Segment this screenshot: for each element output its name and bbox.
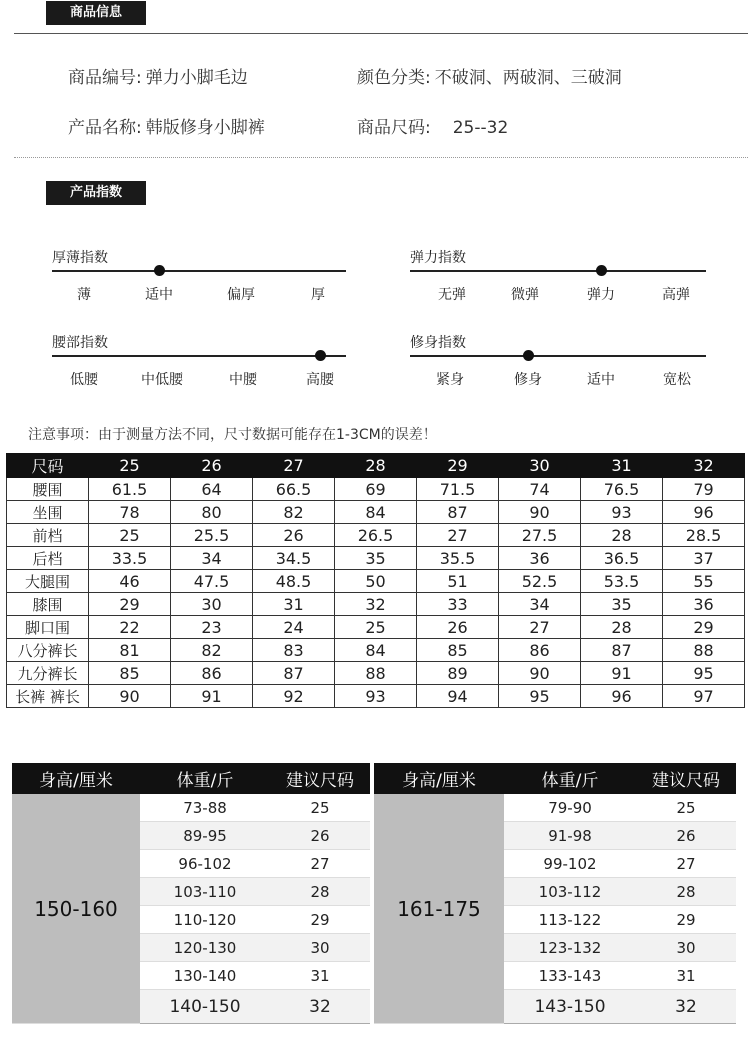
index-option: 薄 bbox=[77, 287, 91, 303]
suggested-size-cell: 30 bbox=[636, 934, 736, 962]
weight-range-cell: 103-112 bbox=[504, 878, 636, 906]
size-cell: 90 bbox=[89, 685, 171, 708]
size-cell: 82 bbox=[253, 501, 335, 524]
size-table-row bbox=[7, 616, 745, 639]
index-option: 中腰 bbox=[229, 372, 257, 388]
weight-range-cell: 113-122 bbox=[504, 906, 636, 934]
product-name bbox=[68, 113, 265, 138]
suggested-size-cell: 31 bbox=[270, 962, 370, 990]
size-cell: 25 bbox=[335, 616, 417, 639]
measurement-note: 注意事项：由于测量方法不同，尺寸数据可能存在1-3CM的误差！ bbox=[28, 427, 437, 443]
index-option: 微弹 bbox=[511, 287, 539, 303]
size-cell: 30 bbox=[171, 593, 253, 616]
index-scale-line bbox=[410, 270, 706, 272]
dotted-divider bbox=[14, 157, 748, 158]
size-cell: 85 bbox=[417, 639, 499, 662]
size-cell: 34 bbox=[171, 547, 253, 570]
suggested-size-cell: 29 bbox=[636, 906, 736, 934]
suggested-size-cell: 28 bbox=[270, 878, 370, 906]
weight-range-cell: 99-102 bbox=[504, 850, 636, 878]
suggested-size-cell: 25 bbox=[270, 794, 370, 822]
recommend-header-cell: 建议尺码 bbox=[636, 763, 736, 794]
size-cell: 79 bbox=[663, 478, 745, 501]
size-row-label: 后档 bbox=[7, 547, 89, 570]
index-scale-line bbox=[52, 355, 346, 357]
size-cell: 97 bbox=[663, 685, 745, 708]
size-cell: 90 bbox=[499, 662, 581, 685]
size-cell: 29 bbox=[417, 454, 499, 478]
height-range-cell: 161-175 bbox=[374, 794, 504, 1024]
size-cell: 25 bbox=[89, 454, 171, 478]
index-option: 中低腰 bbox=[141, 372, 183, 388]
size-cell: 32 bbox=[663, 454, 745, 478]
size-cell: 93 bbox=[335, 685, 417, 708]
size-cell: 88 bbox=[663, 639, 745, 662]
index-scale-line bbox=[410, 355, 706, 357]
size-row-label: 九分裤长 bbox=[7, 662, 89, 685]
size-cell: 28.5 bbox=[663, 524, 745, 547]
index-title: 腰部指数 bbox=[52, 335, 108, 351]
suggested-size-cell: 25 bbox=[636, 794, 736, 822]
size-cell: 27 bbox=[417, 524, 499, 547]
size-cell: 26 bbox=[171, 454, 253, 478]
weight-range-cell: 140-150 bbox=[140, 990, 270, 1024]
index-option: 适中 bbox=[145, 287, 173, 303]
size-table bbox=[6, 453, 745, 708]
size-cell: 26 bbox=[253, 524, 335, 547]
size-cell: 27 bbox=[499, 616, 581, 639]
size-cell: 35 bbox=[581, 593, 663, 616]
size-cell: 31 bbox=[253, 593, 335, 616]
size-cell: 64 bbox=[171, 478, 253, 501]
size-cell: 89 bbox=[417, 662, 499, 685]
index-title: 修身指数 bbox=[410, 335, 466, 351]
size-cell: 71.5 bbox=[417, 478, 499, 501]
weight-range-cell: 123-132 bbox=[504, 934, 636, 962]
size-table-row bbox=[7, 524, 745, 547]
index-option: 修身 bbox=[514, 372, 542, 388]
product-code-label: 商品编号: bbox=[68, 68, 142, 88]
size-cell: 36 bbox=[499, 547, 581, 570]
size-table-header bbox=[7, 454, 745, 478]
section-divider bbox=[14, 33, 748, 34]
size-cell: 37 bbox=[663, 547, 745, 570]
size-cell: 91 bbox=[581, 662, 663, 685]
size-row-label: 膝围 bbox=[7, 593, 89, 616]
recommend-header-cell: 建议尺码 bbox=[270, 763, 370, 794]
index-option: 紧身 bbox=[436, 372, 464, 388]
size-cell: 96 bbox=[663, 501, 745, 524]
product-size-label: 商品尺码: bbox=[357, 118, 431, 138]
weight-range-cell: 89-95 bbox=[140, 822, 270, 850]
product-name-value: 韩版修身小脚裤 bbox=[145, 118, 265, 138]
suggested-size-cell: 27 bbox=[636, 850, 736, 878]
size-cell: 50 bbox=[335, 570, 417, 593]
weight-range-cell: 133-143 bbox=[504, 962, 636, 990]
size-cell: 92 bbox=[253, 685, 335, 708]
size-cell: 84 bbox=[335, 501, 417, 524]
index-marker-dot bbox=[596, 265, 607, 276]
recommend-row bbox=[374, 794, 736, 822]
size-row-label: 尺码 bbox=[7, 454, 89, 478]
product-index-tag: 产品指数 bbox=[46, 181, 146, 205]
recommend-table-right bbox=[374, 763, 736, 1024]
index-title: 厚薄指数 bbox=[52, 250, 108, 266]
size-table-row bbox=[7, 639, 745, 662]
size-cell: 86 bbox=[171, 662, 253, 685]
suggested-size-cell: 32 bbox=[270, 990, 370, 1024]
weight-range-cell: 91-98 bbox=[504, 822, 636, 850]
size-cell: 28 bbox=[581, 524, 663, 547]
size-cell: 85 bbox=[89, 662, 171, 685]
size-row-label: 脚口围 bbox=[7, 616, 89, 639]
weight-range-cell: 130-140 bbox=[140, 962, 270, 990]
index-marker-dot bbox=[154, 265, 165, 276]
recommend-header-cell: 身高/厘米 bbox=[12, 763, 140, 794]
size-cell: 66.5 bbox=[253, 478, 335, 501]
index-option: 厚 bbox=[311, 287, 325, 303]
index-marker-dot bbox=[315, 350, 326, 361]
size-cell: 78 bbox=[89, 501, 171, 524]
index-option: 弹力 bbox=[587, 287, 615, 303]
size-row-label: 前档 bbox=[7, 524, 89, 547]
size-table-row bbox=[7, 593, 745, 616]
size-row-label: 大腿围 bbox=[7, 570, 89, 593]
size-cell: 31 bbox=[581, 454, 663, 478]
product-size bbox=[357, 113, 508, 138]
size-table-row bbox=[7, 478, 745, 501]
size-table-row bbox=[7, 570, 745, 593]
size-cell: 29 bbox=[663, 616, 745, 639]
size-cell: 69 bbox=[335, 478, 417, 501]
size-cell: 24 bbox=[253, 616, 335, 639]
size-cell: 46 bbox=[89, 570, 171, 593]
index-option: 偏厚 bbox=[227, 287, 255, 303]
weight-range-cell: 79-90 bbox=[504, 794, 636, 822]
size-table-row bbox=[7, 547, 745, 570]
size-cell: 28 bbox=[581, 616, 663, 639]
index-option: 无弹 bbox=[438, 287, 466, 303]
suggested-size-cell: 31 bbox=[636, 962, 736, 990]
product-info-tag: 商品信息 bbox=[46, 1, 146, 25]
recommend-table-left bbox=[12, 763, 370, 1024]
recommend-header-cell: 身高/厘米 bbox=[374, 763, 504, 794]
size-cell: 87 bbox=[253, 662, 335, 685]
size-cell: 35.5 bbox=[417, 547, 499, 570]
size-cell: 27.5 bbox=[499, 524, 581, 547]
recommend-row bbox=[12, 794, 370, 822]
size-row-label: 坐围 bbox=[7, 501, 89, 524]
size-cell: 34 bbox=[499, 593, 581, 616]
suggested-size-cell: 28 bbox=[636, 878, 736, 906]
size-cell: 36.5 bbox=[581, 547, 663, 570]
recommend-header-cell: 体重/斤 bbox=[140, 763, 270, 794]
size-cell: 87 bbox=[581, 639, 663, 662]
size-cell: 33 bbox=[417, 593, 499, 616]
index-marker-dot bbox=[523, 350, 534, 361]
weight-range-cell: 110-120 bbox=[140, 906, 270, 934]
recommend-header-cell: 体重/斤 bbox=[504, 763, 636, 794]
size-cell: 23 bbox=[171, 616, 253, 639]
size-table-row bbox=[7, 662, 745, 685]
size-cell: 28 bbox=[335, 454, 417, 478]
size-cell: 84 bbox=[335, 639, 417, 662]
size-cell: 27 bbox=[253, 454, 335, 478]
size-cell: 81 bbox=[89, 639, 171, 662]
size-cell: 94 bbox=[417, 685, 499, 708]
weight-range-cell: 103-110 bbox=[140, 878, 270, 906]
index-option: 宽松 bbox=[663, 372, 691, 388]
size-cell: 25.5 bbox=[171, 524, 253, 547]
size-cell: 83 bbox=[253, 639, 335, 662]
size-cell: 91 bbox=[171, 685, 253, 708]
size-cell: 36 bbox=[663, 593, 745, 616]
size-cell: 87 bbox=[417, 501, 499, 524]
size-cell: 80 bbox=[171, 501, 253, 524]
size-table-row bbox=[7, 685, 745, 708]
size-cell: 25 bbox=[89, 524, 171, 547]
size-row-label: 腰围 bbox=[7, 478, 89, 501]
size-cell: 22 bbox=[89, 616, 171, 639]
size-cell: 93 bbox=[581, 501, 663, 524]
size-cell: 29 bbox=[89, 593, 171, 616]
size-cell: 96 bbox=[581, 685, 663, 708]
recommend-header bbox=[12, 763, 370, 794]
size-cell: 47.5 bbox=[171, 570, 253, 593]
index-scale-line bbox=[52, 270, 346, 272]
size-cell: 76.5 bbox=[581, 478, 663, 501]
product-color-value: 不破洞、两破洞、三破洞 bbox=[434, 68, 622, 88]
size-cell: 74 bbox=[499, 478, 581, 501]
size-row-label: 八分裤长 bbox=[7, 639, 89, 662]
index-title: 弹力指数 bbox=[410, 250, 466, 266]
product-name-label: 产品名称: bbox=[68, 118, 142, 138]
suggested-size-cell: 26 bbox=[270, 822, 370, 850]
suggested-size-cell: 30 bbox=[270, 934, 370, 962]
index-option: 低腰 bbox=[70, 372, 98, 388]
suggested-size-cell: 29 bbox=[270, 906, 370, 934]
size-cell: 32 bbox=[335, 593, 417, 616]
size-row-label: 长裤 裤长 bbox=[7, 685, 89, 708]
size-cell: 53.5 bbox=[581, 570, 663, 593]
size-cell: 86 bbox=[499, 639, 581, 662]
index-option: 高弹 bbox=[662, 287, 690, 303]
size-cell: 33.5 bbox=[89, 547, 171, 570]
suggested-size-cell: 27 bbox=[270, 850, 370, 878]
size-cell: 34.5 bbox=[253, 547, 335, 570]
index-option: 高腰 bbox=[306, 372, 334, 388]
product-color bbox=[357, 63, 622, 88]
recommend-header bbox=[374, 763, 736, 794]
size-cell: 95 bbox=[663, 662, 745, 685]
size-cell: 82 bbox=[171, 639, 253, 662]
size-cell: 52.5 bbox=[499, 570, 581, 593]
size-cell: 61.5 bbox=[89, 478, 171, 501]
size-cell: 48.5 bbox=[253, 570, 335, 593]
size-cell: 26.5 bbox=[335, 524, 417, 547]
product-color-label: 颜色分类: bbox=[357, 68, 431, 88]
size-cell: 55 bbox=[663, 570, 745, 593]
product-code-value: 弹力小脚毛边 bbox=[145, 68, 248, 88]
size-cell: 51 bbox=[417, 570, 499, 593]
size-cell: 90 bbox=[499, 501, 581, 524]
size-table-row bbox=[7, 501, 745, 524]
suggested-size-cell: 32 bbox=[636, 990, 736, 1024]
size-cell: 35 bbox=[335, 547, 417, 570]
weight-range-cell: 143-150 bbox=[504, 990, 636, 1024]
product-code bbox=[68, 63, 248, 88]
product-size-value: 25--32 bbox=[452, 118, 509, 138]
size-cell: 88 bbox=[335, 662, 417, 685]
size-cell: 30 bbox=[499, 454, 581, 478]
height-range-cell: 150-160 bbox=[12, 794, 140, 1024]
index-option: 适中 bbox=[587, 372, 615, 388]
size-cell: 95 bbox=[499, 685, 581, 708]
suggested-size-cell: 26 bbox=[636, 822, 736, 850]
size-cell: 26 bbox=[417, 616, 499, 639]
weight-range-cell: 73-88 bbox=[140, 794, 270, 822]
weight-range-cell: 96-102 bbox=[140, 850, 270, 878]
weight-range-cell: 120-130 bbox=[140, 934, 270, 962]
